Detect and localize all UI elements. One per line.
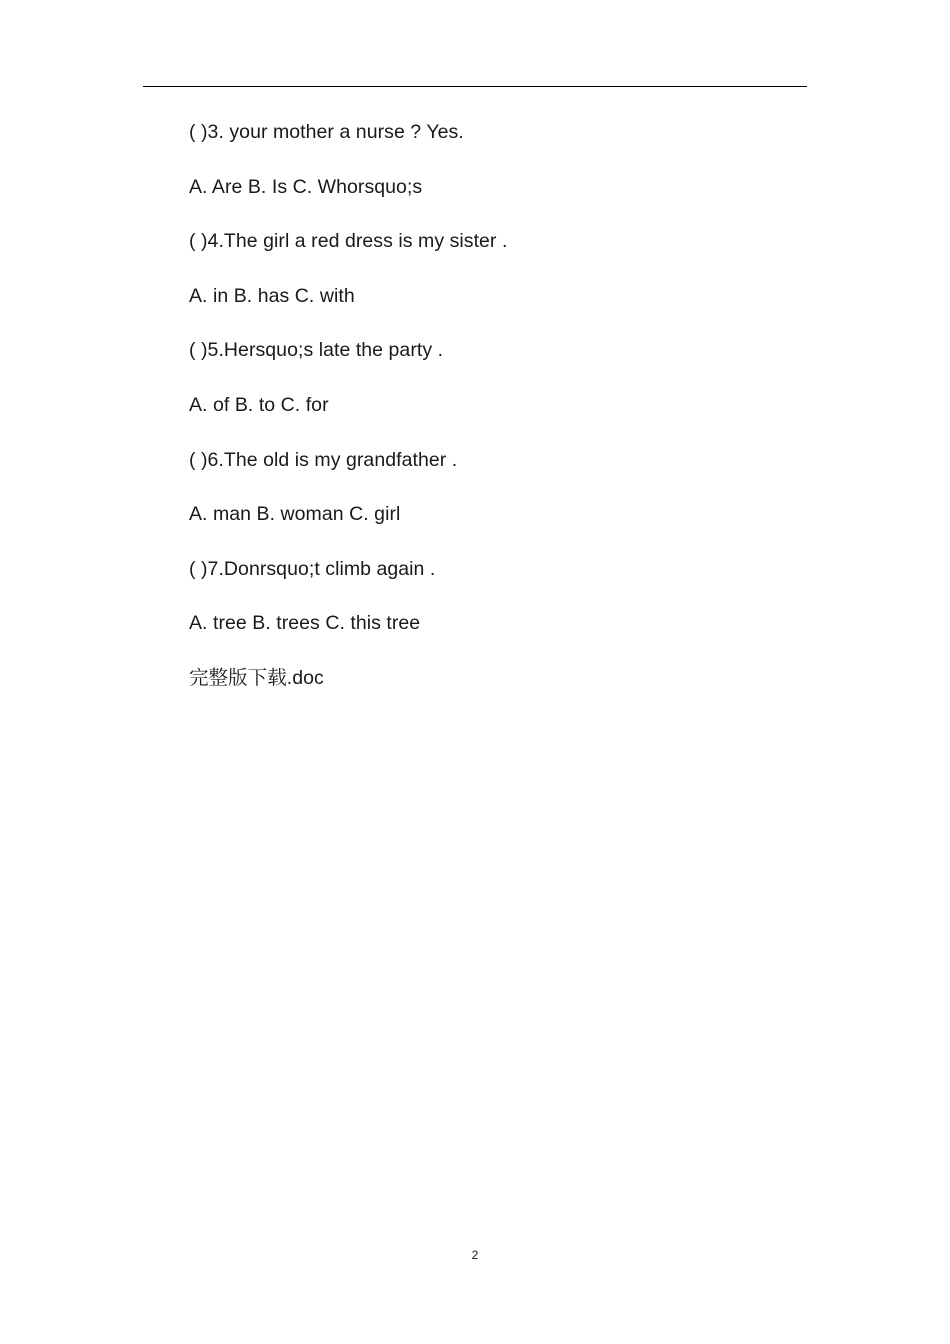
question-4-options: A. in B. has C. with [189, 284, 355, 307]
page-number: 2 [471, 1248, 479, 1262]
question-4: ( )4.The girl a red dress is my sister . [189, 230, 508, 253]
question-3: ( )3. your mother a nurse ? Yes. [189, 121, 464, 143]
question-3-options: A. Are B. Is C. Whorsquo;s [189, 175, 423, 198]
question-6-options: A. man B. woman C. girl [189, 503, 401, 526]
download-note: 完整版下载.doc [189, 666, 324, 689]
question-7-options: A. tree B. trees C. this tree [189, 612, 421, 635]
document-body [189, 120, 789, 721]
question-7: ( )7.Donrsquo;t climb again . [189, 557, 436, 580]
header-rule [143, 86, 807, 87]
question-6: ( )6.The old is my grandfather . [189, 448, 458, 471]
question-5: ( )5.Hersquo;s late the party . [189, 339, 444, 362]
question-5-options: A. of B. to C. for [189, 393, 329, 416]
